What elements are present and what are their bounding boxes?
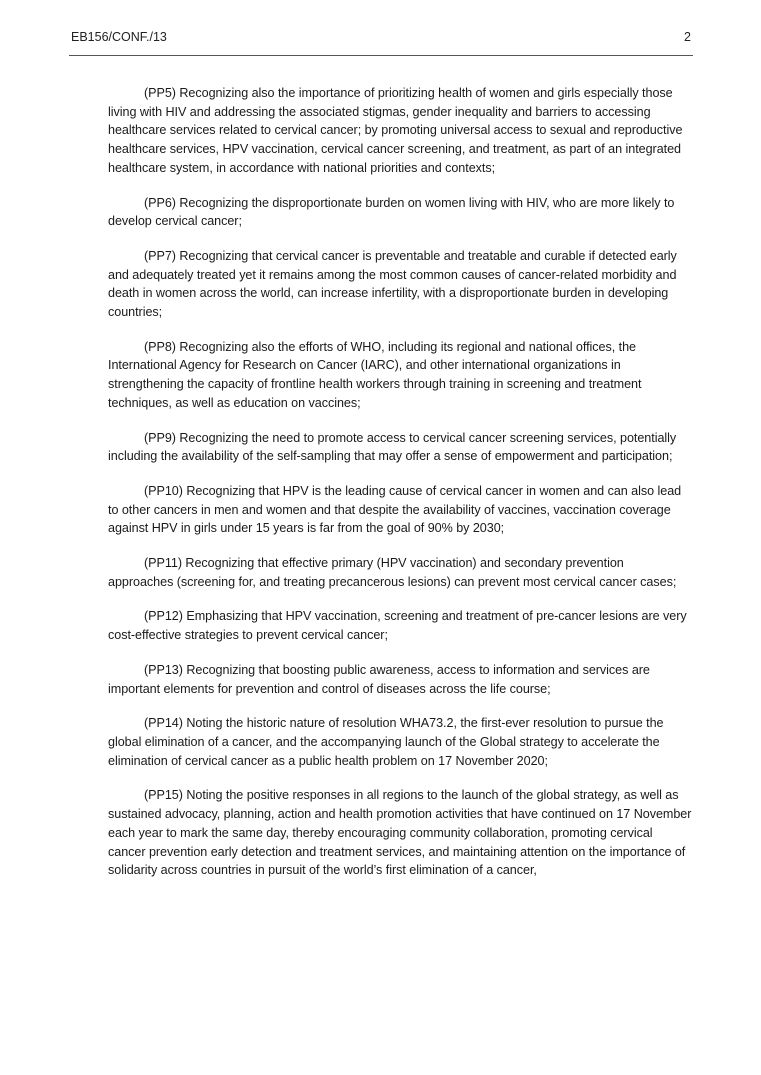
paragraph-pp9: (PP9) Recognizing the need to promote access to cervical cancer screening services, potentially including the availability of the self-sampling that may offer a sense of empowerment and participation; — [108, 430, 677, 464]
paragraph-pp8: (PP8) Recognizing also the efforts of WHO, including its regional and national offices, the International Agency for Research on Cancer (IARC), and other international organizations in strengthening the capacity of frontline health workers through training in screening and treatment techniques, as well as education on vaccines; — [108, 339, 642, 410]
paragraph-pp6: (PP6) Recognizing the disproportionate burden on women living with HIV, who are more likely to develop cervical cancer; — [108, 195, 675, 229]
document-body — [108, 84, 692, 880]
paragraph-pp14: (PP14) Noting the historic nature of resolution WHA73.2, the first-ever resolution to pursue the global elimination of a cancer, and the accompanying launch of the Global strategy to accelerate the elimination of cervical cancer as a public health problem on 17 November 2020; — [108, 716, 664, 768]
paragraph-pp5: (PP5) Recognizing also the importance of prioritizing health of women and girls especially those living with HIV and addressing the associated stigmas, gender inequality and barriers to accessing healthcare services related to cervical cancer; by promoting universal access to sexual and reproductive healthcare services, HPV vaccination, cervical cancer screening, and treatment, as part of an integrated healthcare system, in accordance with national priorities and contexts; — [108, 86, 683, 175]
paragraph-pp10: (PP10) Recognizing that HPV is the leading cause of cervical cancer in women and can also lead to other cancers in men and women and that despite the availability of vaccines, vaccination coverage against HPV in girls under 15 years is far from the goal of 90% by 2030; — [108, 483, 682, 536]
paragraph-pp15: (PP15) Noting the positive responses in all regions to the launch of the global strategy, as well as sustained advocacy, planning, action and health promotion activities that have continued on 17 November each year to mark the same day, thereby encouraging community collaboration, promoting cervical cancer prevention early detection and treatment services, and maintaining attention on the importance of solidarity across countries in pursuit of the world’s first elimination of a cancer, — [108, 788, 692, 878]
paragraph-pp7: (PP7) Recognizing that cervical cancer is preventable and treatable and curable if detected early and adequately treated yet it remains among the most common causes of cancer-related morbidity and death in women across the world, can increase infertility, with a disproportionate burden in developing countries; — [108, 248, 677, 320]
page-header — [69, 30, 693, 52]
document-id: EB156/CONF./13 — [71, 30, 167, 44]
paragraph-pp13: (PP13) Recognizing that boosting public awareness, access to information and services are important elements for prevention and control of diseases across the life course; — [108, 662, 650, 696]
paragraph-pp12: (PP12) Emphasizing that HPV vaccination, screening and treatment of pre-cancer lesions are very cost-effective strategies to prevent cervical cancer; — [108, 609, 687, 643]
header-rule — [69, 55, 693, 56]
paragraph-pp11: (PP11) Recognizing that effective primary (HPV vaccination) and secondary prevention approaches (screening for, and treating precancerous lesions) can prevent most cervical cancer cases; — [108, 556, 677, 589]
page-number: 2 — [684, 30, 691, 44]
